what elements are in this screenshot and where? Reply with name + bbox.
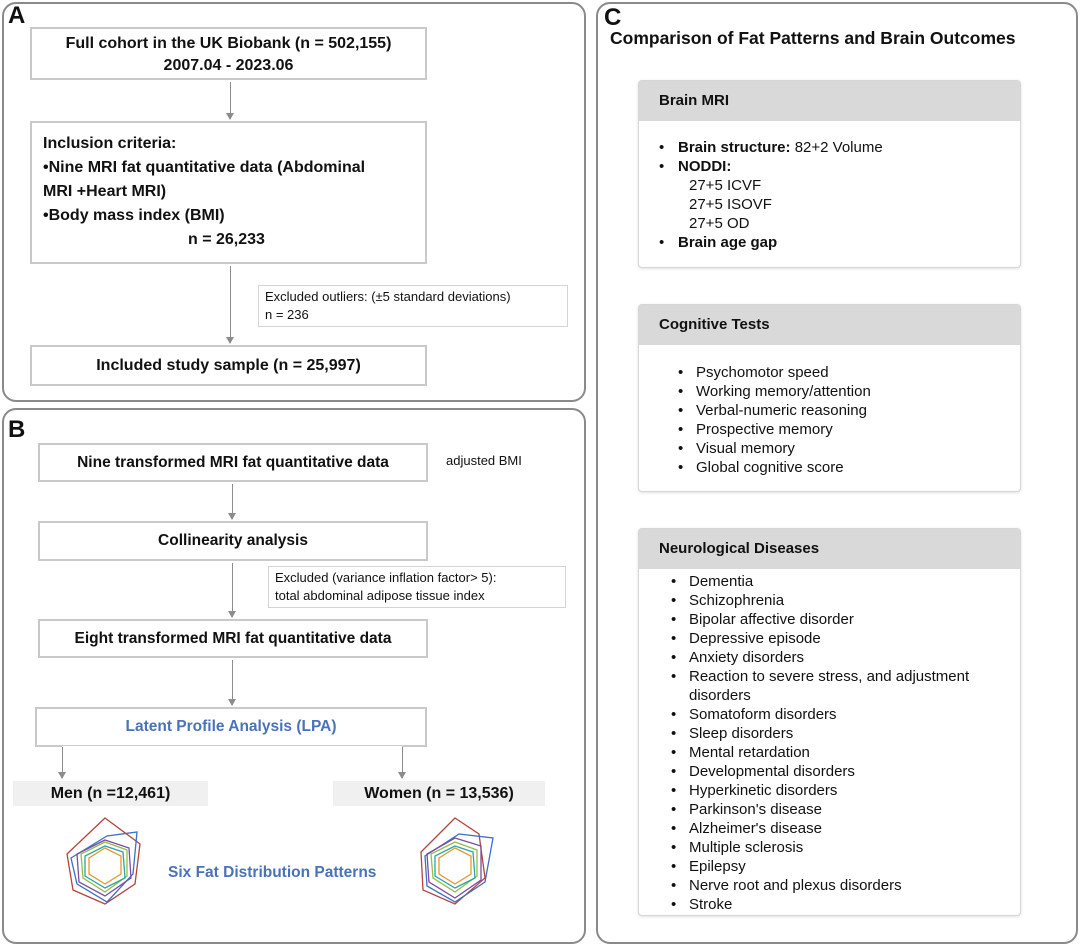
noddi-item: • NODDI: [659, 158, 732, 175]
brain-structure-label: Brain structure: [678, 139, 791, 156]
arrow-b3 [232, 660, 233, 705]
brain-mri-body [659, 138, 883, 252]
cognitive-tests-header: Cognitive Tests [639, 305, 1020, 345]
panel-a-label: A [8, 2, 26, 29]
arrow-b2 [232, 563, 233, 617]
brain-age-label: Brain age gap [678, 234, 778, 251]
arrow-a2 [230, 266, 231, 343]
list-item: • Alzheimer's disease [671, 820, 822, 837]
list-item: • Dementia [671, 573, 754, 590]
brain-age-item: • Brain age gap [659, 234, 778, 251]
list-item: • Working memory/attention [678, 383, 871, 400]
list-item: • Multiple sclerosis [671, 839, 804, 856]
vif-excluded-line1: Excluded (variance inflation factor> 5): [275, 570, 497, 585]
list-item: • Psychomotor speed [678, 364, 829, 381]
step3-box: Eight transformed MRI fat quantitative data [38, 619, 428, 658]
list-item: • Epilepsy [671, 858, 746, 875]
inclusion-item2: •Body mass index (BMI) [43, 207, 225, 224]
panel-c-title: Comparison of Fat Patterns and Brain Outcomes [610, 28, 1016, 48]
list-item: • Hyperkinetic disorders [671, 782, 838, 799]
brain-mri-header: Brain MRI [639, 81, 1020, 121]
women-radar-chart [405, 812, 510, 922]
neuro-diseases-header: Neurological Diseases [639, 529, 1020, 569]
noddi-isovf: 27+5 ISOVF [689, 196, 772, 213]
arrow-women [402, 747, 403, 778]
list-item: • Reaction to severe stress, and adjustment [671, 668, 970, 685]
list-item: • Developmental disorders [671, 763, 855, 780]
adjusted-bmi-note: adjusted BMI [446, 453, 522, 468]
inclusion-title: Inclusion criteria: [43, 135, 177, 152]
noddi-od: 27+5 OD [689, 215, 750, 232]
inclusion-item1-line1: •Nine MRI fat quantitative data (Abdominal [43, 159, 366, 176]
full-cohort-box [30, 27, 427, 80]
list-item: • Sleep disorders [671, 725, 794, 742]
lpa-box: Latent Profile Analysis (LPA) [35, 707, 427, 747]
excluded-outliers-line1: Excluded outliers: (±5 standard deviations) [265, 289, 511, 304]
list-item: • Bipolar affective disorder [671, 611, 854, 628]
list-item: • Global cognitive score [678, 459, 844, 476]
brain-structure-value: 82+2 Volume [790, 139, 883, 156]
list-item: • Stroke [671, 896, 733, 913]
panel-c-label: C [604, 4, 622, 31]
vif-excluded-line2: total abdominal adipose tissue index [275, 588, 485, 603]
list-item: • Mental retardation [671, 744, 810, 761]
arrow-a1 [230, 82, 231, 119]
list-item: • Visual memory [678, 440, 795, 457]
inclusion-criteria-box [30, 121, 427, 264]
list-item: • Depressive episode [671, 630, 821, 647]
lpa-branch-line [62, 746, 402, 747]
men-label: Men (n =12,461) [13, 781, 208, 806]
men-radar-chart [55, 812, 160, 922]
step1-box: Nine transformed MRI fat quantitative data [38, 443, 428, 482]
men-radar-profile-3 [81, 842, 127, 892]
inclusion-item1-line2: MRI +Heart MRI) [43, 183, 167, 200]
excluded-outliers-line2: n = 236 [265, 307, 309, 322]
cognitive-tests-list [678, 363, 871, 477]
women-radar-profile-6 [435, 846, 475, 888]
women-radar-profile-4 [439, 848, 471, 884]
men-radar-profile-4 [89, 848, 121, 884]
cohort-line2: 2007.04 - 2023.06 [163, 57, 294, 74]
panel-b-label: B [8, 416, 26, 443]
list-item: • Prospective memory [678, 421, 833, 438]
arrow-men [62, 747, 63, 778]
final-sample-box: Included study sample (n = 25,997) [30, 345, 427, 386]
arrow-b1 [232, 484, 233, 519]
cognitive-tests-card [638, 304, 1021, 492]
neuro-diseases-list [671, 572, 970, 914]
brain-mri-card [638, 80, 1021, 268]
brain-structure-item: • Brain structure: 82+2 Volume [659, 139, 883, 156]
list-item-continuation: disorders [689, 687, 751, 704]
neuro-diseases-card [638, 528, 1021, 916]
women-label: Women (n = 13,536) [333, 781, 545, 806]
men-radar-profile-6 [85, 846, 125, 888]
excluded-outliers-note [258, 285, 568, 327]
list-item: • Nerve root and plexus disorders [671, 877, 902, 894]
inclusion-n: n = 26,233 [188, 231, 265, 248]
list-item: • Verbal-numeric reasoning [678, 402, 867, 419]
cohort-line1: Full cohort in the UK Biobank (n = 502,155) [65, 35, 392, 52]
list-item: • Somatoform disorders [671, 706, 837, 723]
list-item: • Parkinson's disease [671, 801, 822, 818]
list-item: • Anxiety disorders [671, 649, 805, 666]
vif-excluded-note [268, 566, 566, 608]
collinearity-box: Collinearity analysis [38, 521, 428, 561]
noddi-icvf: 27+5 ICVF [689, 177, 762, 194]
six-patterns-label: Six Fat Distribution Patterns [168, 864, 377, 881]
women-radar-profile-3 [431, 842, 477, 892]
noddi-label: NODDI: [678, 158, 732, 175]
list-item: • Schizophrenia [671, 592, 785, 609]
